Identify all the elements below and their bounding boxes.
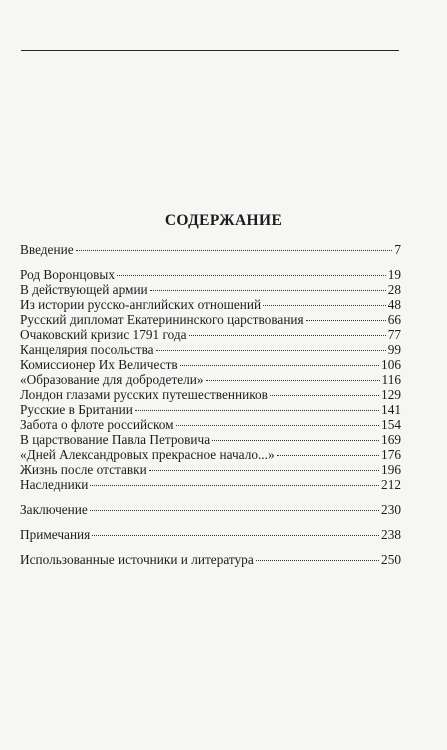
dot-leader [117,275,386,276]
toc-entry-page: 116 [381,372,401,387]
toc-entry-page: 7 [394,242,401,257]
toc-entry[interactable] [20,432,401,447]
top-rule [21,50,399,51]
toc-entry[interactable] [20,357,401,372]
dot-leader [263,305,386,306]
dot-leader [180,365,379,366]
toc-entry-title: Род Воронцовых [20,267,115,282]
dot-leader [135,410,379,411]
toc-entry-title: Лондон глазами русских путешественников [20,387,268,402]
toc-entry-page: 19 [387,267,401,282]
page-title: СОДЕРЖАНИЕ [164,212,283,229]
toc-entry-page: 212 [381,477,401,492]
toc-entry-title: В действующей армии [20,282,148,297]
toc-entry-title: Заключение [20,502,88,517]
toc-entry-page: 48 [387,297,401,312]
toc-entry-page: 230 [381,502,401,517]
dot-leader [150,290,386,291]
dot-leader [256,560,379,561]
toc-entry-title: Канцелярия посольства [20,342,154,357]
toc-entry-title: В царствование Павла Петровича [20,432,211,447]
dot-leader [189,335,386,336]
toc-entry-title: Использованные источники и литература [20,552,254,567]
dot-leader [92,535,379,536]
dot-leader [212,440,379,441]
toc-entry-page: 106 [381,357,401,372]
toc-entry-title: Комиссионер Их Величеств [20,357,178,372]
toc-entry[interactable] [20,282,401,297]
toc-entry-page: 99 [387,342,401,357]
toc-entry-title: Забота о флоте российском [20,417,174,432]
toc-entry-page: 141 [381,402,401,417]
toc-entry[interactable] [20,527,401,542]
toc-entry-title: Примечания [20,527,91,542]
toc-entry-title: «Образование для добродетели» [20,372,204,387]
toc-entry[interactable] [20,342,401,357]
toc-entry[interactable] [20,447,401,462]
toc-entry-title: Русский дипломат Екатерининского царствования [20,312,304,327]
toc-entry[interactable] [20,402,401,417]
toc-entry[interactable] [20,552,401,567]
toc-entry-page: 77 [387,327,401,342]
dot-leader [206,380,380,381]
toc-entry-page: 154 [381,417,401,432]
toc-entry[interactable] [20,477,401,492]
toc-entry-page: 238 [381,527,401,542]
toc-entry-title: Жизнь после отставки [20,462,147,477]
toc-entry[interactable] [20,387,401,402]
dot-leader [90,485,379,486]
toc-entry-title: Русские в Британии [20,402,133,417]
toc-entry-page: 169 [381,432,401,447]
dot-leader [149,470,379,471]
toc-entry-page: 176 [381,447,401,462]
toc-entry[interactable] [20,267,401,282]
toc-entry[interactable] [20,327,401,342]
dot-leader [277,455,379,456]
toc-entry-page: 66 [387,312,401,327]
toc-entry[interactable] [20,417,401,432]
toc-entry-title: Введение [20,242,74,257]
dot-leader [156,350,386,351]
toc-entry-page: 129 [381,387,401,402]
toc-entry[interactable] [20,297,401,312]
toc-entry[interactable] [20,312,401,327]
dot-leader [90,510,379,511]
toc-entry[interactable] [20,502,401,517]
table-of-contents [20,242,401,567]
dot-leader [76,250,393,251]
toc-entry-title: Очаковский кризис 1791 года [20,327,187,342]
toc-entry[interactable] [20,242,401,257]
dot-leader [176,425,379,426]
toc-entry-page: 250 [381,552,401,567]
toc-entry-title: Наследники [20,477,89,492]
toc-entry-title: «Дней Александровых прекрасное начало...» [20,447,275,462]
dot-leader [306,320,386,321]
toc-entry-title: Из истории русско-английских отношений [20,297,262,312]
toc-entry[interactable] [20,372,401,387]
dot-leader [270,395,379,396]
toc-entry-page: 28 [387,282,401,297]
toc-entry-page: 196 [381,462,401,477]
toc-entry[interactable] [20,462,401,477]
